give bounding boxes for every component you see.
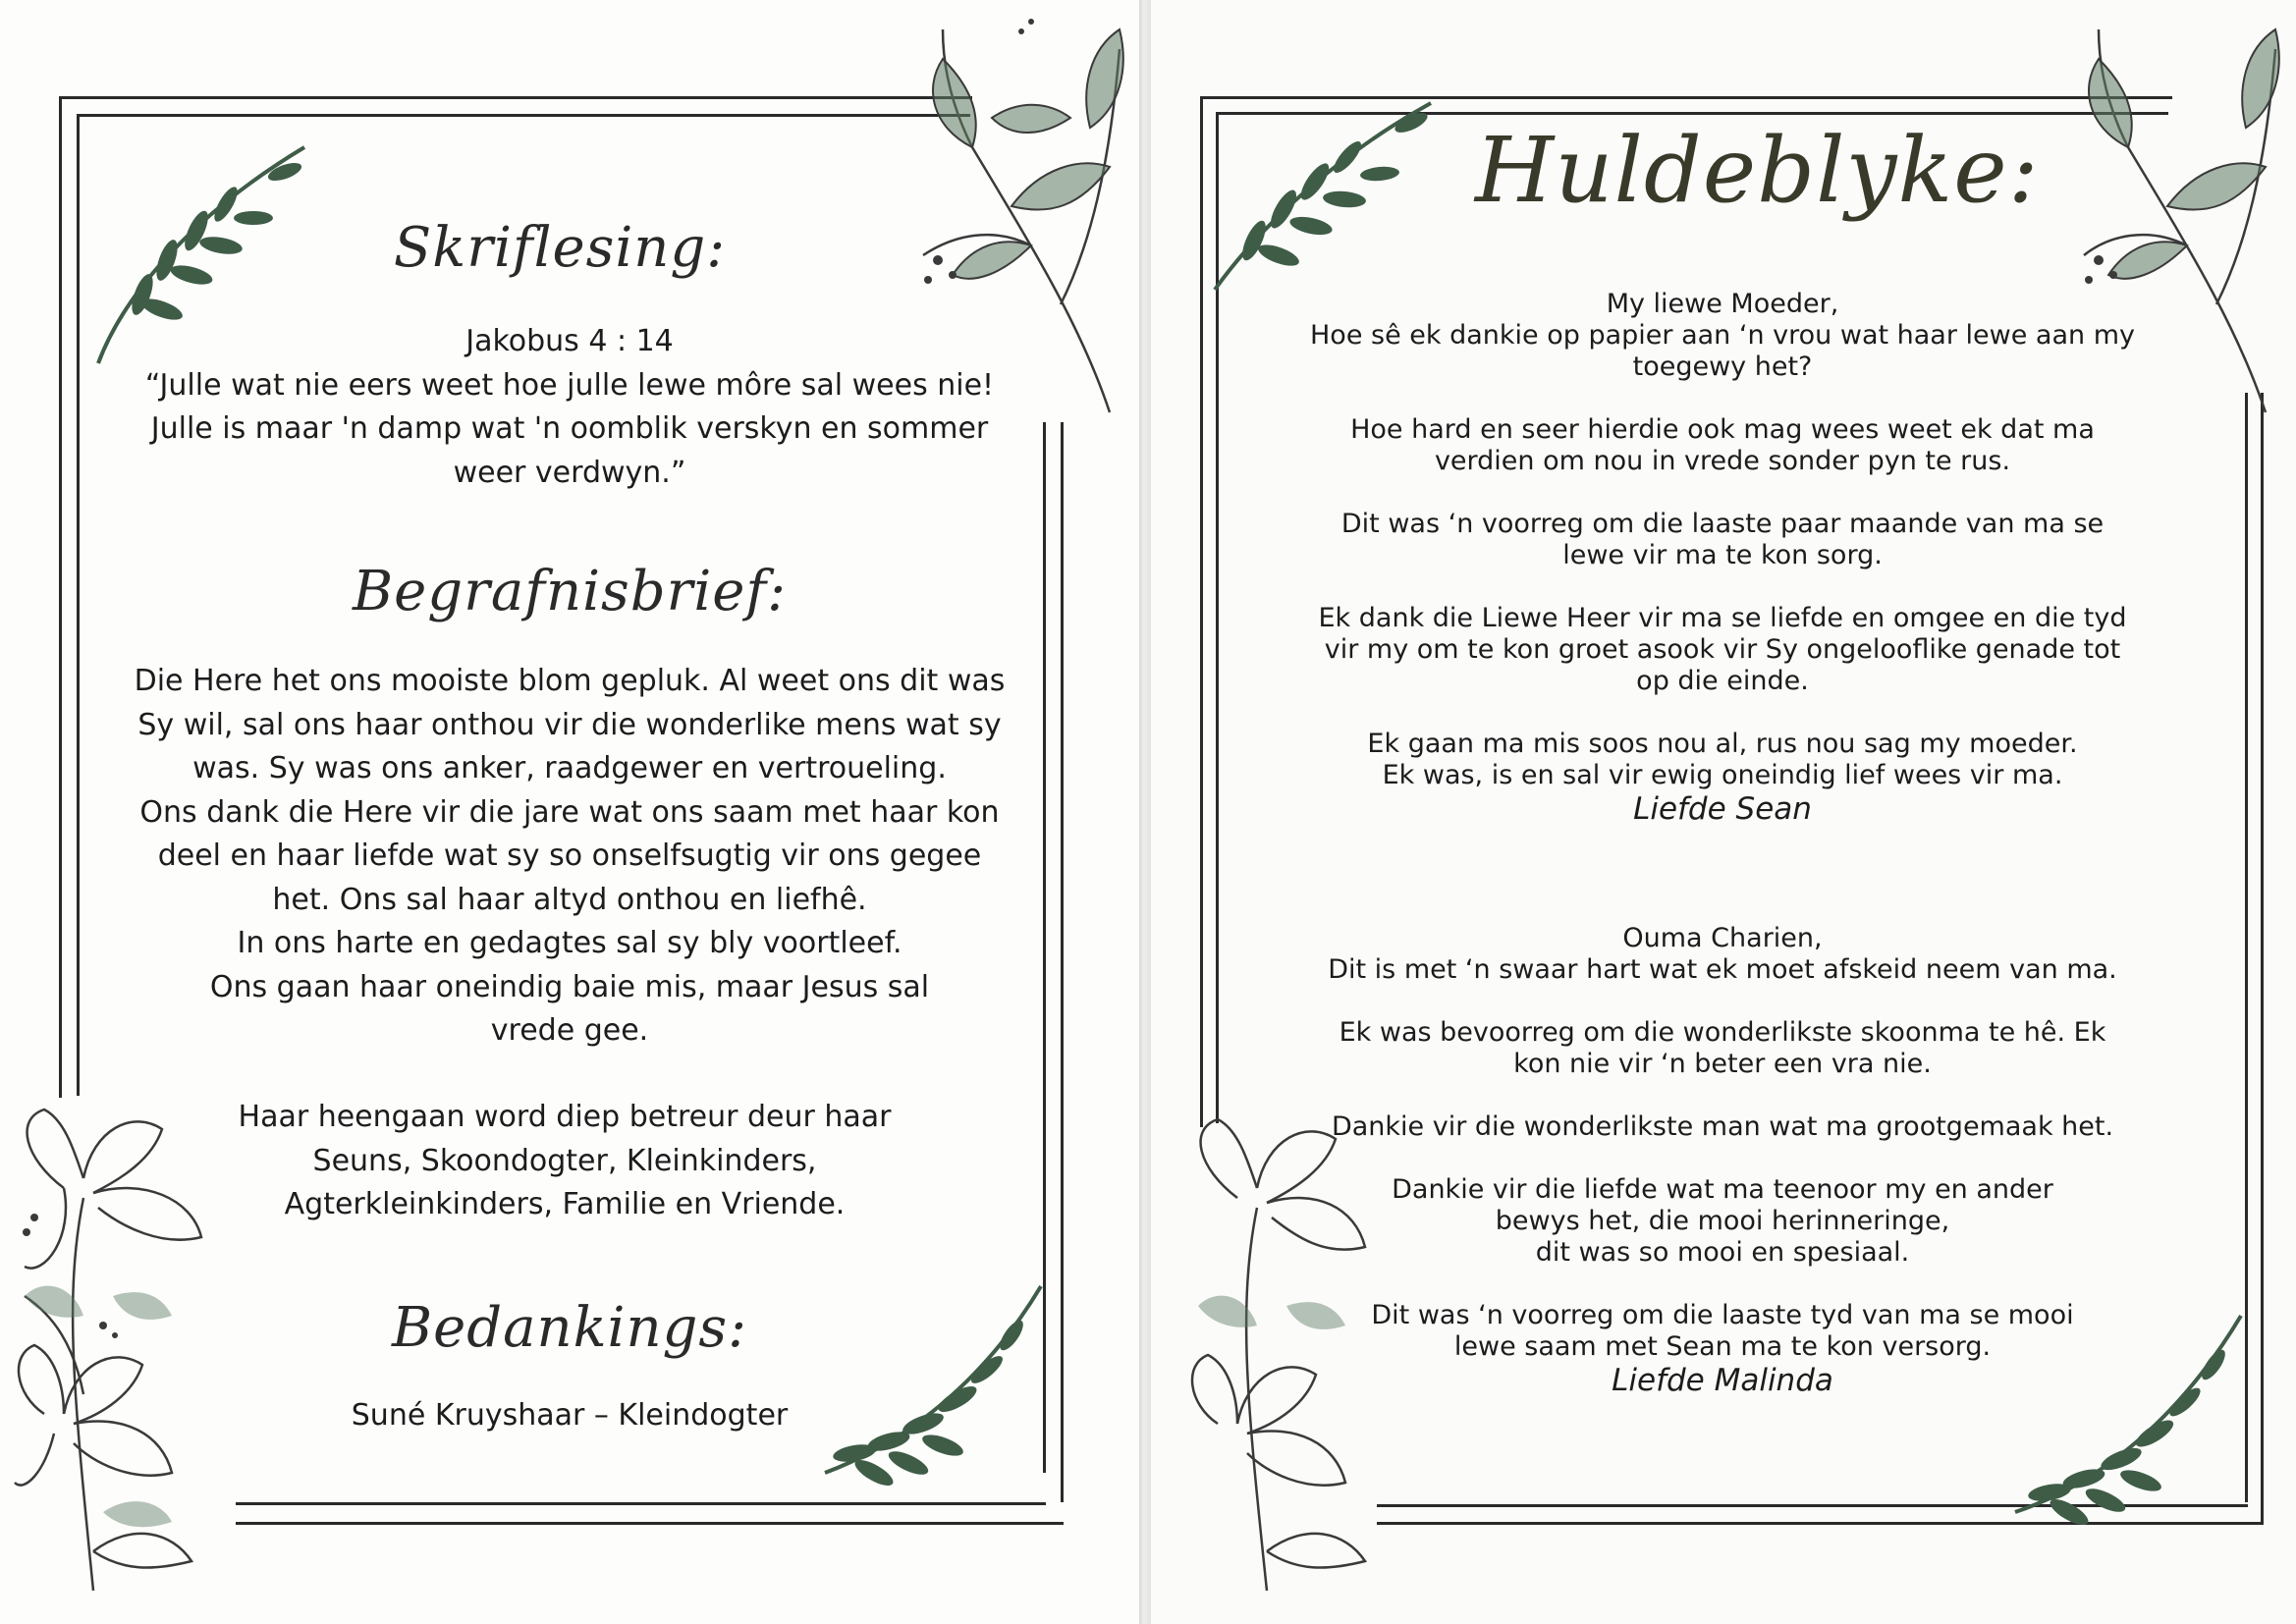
tribute-paragraph	[1231, 1174, 2214, 1269]
tribute-line: kon nie vir ‘n beter een vra nie.	[1513, 1049, 1932, 1079]
tribute-line: bewys het, die mooi herinneringe,	[1495, 1206, 1950, 1236]
frame-line	[59, 96, 62, 1098]
tribute-line: My liewe Moeder,	[1606, 289, 1839, 319]
tribute-line: Dit is met ‘n swaar hart wat ek moet afskeid neem van ma.	[1328, 954, 2117, 985]
leaf-sprig-icon	[815, 1276, 1051, 1492]
bedankings-heading: Bedankings:	[392, 1296, 747, 1360]
left-page	[0, 0, 1139, 1624]
tribute-line: dit was so mooi en spesiaal.	[1535, 1237, 1910, 1268]
tribute-paragraph	[1231, 923, 2214, 986]
tribute-signature: Liefde Malinda	[1612, 1363, 1833, 1398]
leaf-sprig-icon	[1205, 93, 1441, 299]
scripture-line: Julle is maar 'n damp wat 'n oomblik verskyn en sommer	[150, 411, 989, 446]
tribute-line: Hoe sê ek dankie op papier aan ‘n vrou wat haar lewe aan my	[1310, 320, 2135, 351]
letter-line: was. Sy was ons anker, raadgewer en vertroueling.	[192, 751, 947, 785]
letter-line: vrede gee.	[490, 1013, 649, 1048]
right-page	[1151, 0, 2296, 1624]
tribute-paragraph	[1231, 509, 2214, 571]
page-fold	[1139, 0, 1151, 1624]
frame-line	[59, 96, 972, 99]
tribute-line: lewe saam met Sean ma te kon versorg.	[1453, 1331, 1992, 1362]
tribute-line: Ek was, is en sal vir ewig oneindig lief wees vir ma.	[1382, 760, 2063, 790]
scripture-reference: Jakobus 4 : 14	[465, 324, 674, 358]
skriflesing-heading: Skriflesing:	[393, 216, 727, 280]
tribute-paragraph	[1231, 603, 2214, 697]
mourned-line: Agterkleinkinders, Familie en Vriende.	[284, 1187, 846, 1221]
tribute-line: Ouma Charien,	[1622, 923, 1823, 953]
letter-block	[79, 660, 1061, 1054]
huldeblyke-heading: Huldeblyke:	[1475, 118, 2040, 223]
tribute-paragraph	[1231, 289, 2214, 383]
bedankings-text: Suné Kruyshaar – Kleindogter	[351, 1398, 789, 1433]
tribute-signature: Liefde Sean	[1633, 791, 1812, 827]
tribute-malinda	[1231, 923, 2214, 1398]
tribute-sean	[1231, 289, 2214, 827]
scripture-line: “Julle wat nie eers weet hoe julle lewe môre sal wees nie!	[144, 367, 995, 403]
letter-line: Ons dank die Here vir die jare wat ons saam met haar kon	[139, 794, 1000, 830]
tribute-paragraph	[1231, 1111, 2214, 1143]
tribute-line: verdien om nou in vrede sonder pyn te rus.	[1434, 446, 2011, 476]
mourned-block	[137, 1096, 992, 1227]
letter-line: In ons harte en gedagtes sal sy bly voortleef.	[237, 926, 902, 960]
tribute-paragraph	[1231, 1017, 2214, 1080]
tribute-line: Ek was bevoorreg om die wonderlikste skoonma te hê. Ek	[1339, 1017, 2106, 1048]
tribute-line: Ek gaan ma mis soos nou al, rus nou sag my moeder.	[1367, 729, 2078, 759]
frame-line	[1200, 96, 1203, 1127]
tribute-line: Dit was ‘n voorreg om die laaste paar maande van ma se	[1340, 509, 2105, 539]
scripture-line: weer verdwyn.”	[453, 455, 686, 490]
frame-line	[1061, 422, 1064, 1502]
begrafnisbrief-heading: Begrafnisbrief:	[353, 560, 787, 623]
scripture-block	[88, 320, 1051, 495]
letter-line: Sy wil, sal ons haar onthou vir die wonderlike mens wat sy	[137, 707, 1002, 742]
tribute-line: Ek dank die Liewe Heer vir ma se liefde en omgee en die tyd	[1318, 603, 2127, 633]
frame-line	[2261, 393, 2264, 1522]
letter-line: het. Ons sal haar altyd onthou en liefhê.	[272, 882, 867, 917]
tribute-line: lewe vir ma te kon sorg.	[1562, 540, 1883, 570]
letter-line: Ons gaan haar oneindig baie mis, maar Jesus sal	[209, 969, 930, 1004]
tribute-line: Hoe hard en seer hierdie ook mag wees weet ek dat ma	[1350, 414, 2095, 445]
tribute-paragraph	[1231, 729, 2214, 791]
tribute-line: Dankie vir die wonderlikste man wat ma grootgemaak het.	[1331, 1111, 2114, 1142]
tribute-line: vir my om te kon groet asook vir Sy ongelooflike genade tot	[1324, 634, 2121, 665]
tribute-line: toegewy het?	[1632, 352, 1813, 382]
tribute-paragraph	[1231, 1300, 2214, 1363]
tribute-line: Dankie vir die liefde wat ma teenoor my en ander	[1392, 1174, 2053, 1205]
mourned-line: Haar heengaan word diep betreur deur haar	[238, 1100, 892, 1134]
tribute-line: Dit was ‘n voorreg om die laaste tyd van ma se mooi	[1371, 1300, 2074, 1330]
letter-line: deel en haar liefde wat sy so onselfsugtig vir ons gegee	[157, 839, 982, 873]
tribute-line: op die einde.	[1636, 666, 1809, 696]
frame-line	[77, 114, 970, 117]
frame-line	[236, 1522, 1064, 1525]
mourned-line: Seuns, Skoondogter, Kleinkinders,	[312, 1143, 817, 1178]
frame-line	[236, 1502, 1046, 1505]
tribute-paragraph	[1231, 414, 2214, 477]
letter-line: Die Here het ons mooiste blom gepluk. Al weet ons dit was	[134, 664, 1006, 698]
